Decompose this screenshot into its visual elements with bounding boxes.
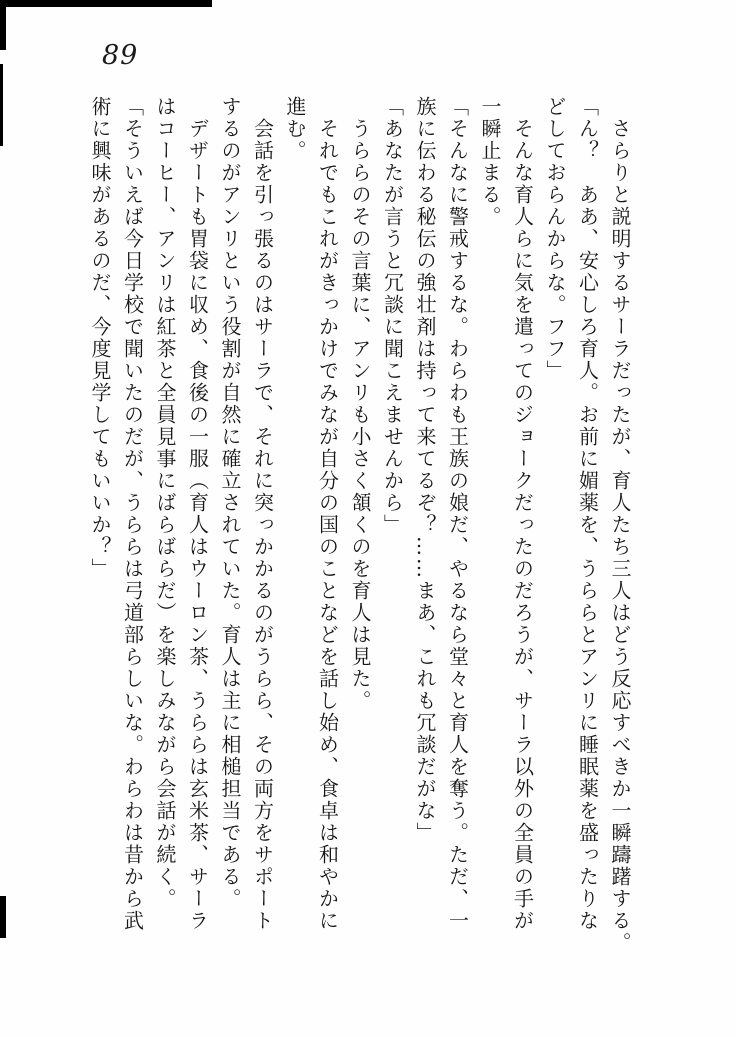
text-block	[84, 96, 637, 954]
text-line: どしておらんからな。フフ」	[543, 96, 567, 382]
text-line: デザートも胃袋に収め、食後の一服（育人はウーロン茶、うららは玄米茶、サーラ	[185, 96, 210, 932]
text-line: 「そういえば今日学校で聞いたのだが、うららは弓道部らしいな。わらわは昔から武	[120, 96, 145, 932]
text-line: 一瞬止まる。	[478, 96, 502, 228]
text-line: 「そんなに警戒するな。わらわも王族の娘だ、やるなら堂々と育人を奪う。ただ、一	[445, 96, 470, 932]
text-line: 族に伝わる秘伝の強壮剤は持って来てるぞ？……まあ、これも冗談だがな」	[413, 96, 437, 844]
text-line: はコーヒー、アンリは紅茶と全員見事にばらばらだ）を楽しみながら会話が続く。	[153, 96, 177, 910]
text-line: 「ん？ ああ、安心しろ育人。お前に媚薬を、うららとアンリに睡眠薬を盛ったりな	[575, 96, 600, 932]
text-line: 「あなたが言うと冗談に聞こえませんから」	[380, 96, 405, 536]
text-line: 会話を引っ張るのはサーラで、それに突っかかるのがうらら、その両方をサポート	[250, 96, 275, 932]
text-line: 進む。	[283, 96, 307, 162]
text-line: 術に興味があるのだ、今度見学してもいいか？」	[88, 96, 112, 580]
scan-artifact-left-upper	[0, 0, 6, 50]
scan-artifact-top	[0, 0, 212, 7]
text-line: そんな育人らに気を遣ってのジョークだったのだろうが、サーラ以外の全員の手が	[510, 96, 535, 932]
text-line: するのがアンリという役割が自然に確立されていた。育人は主に相槌担当である。	[218, 96, 242, 910]
text-line: さらりと説明するサーラだったが、育人たち三人はどう反応すべきか一瞬躊躇する。	[608, 96, 632, 954]
scan-artifact-left-middle	[0, 64, 3, 146]
text-line: うららのその言葉に、アンリも小さく頷くのを育人は見た。	[348, 96, 372, 712]
scan-artifact-left-lower	[0, 896, 6, 938]
page-number: 89	[102, 40, 139, 71]
text-line: それでもこれがきっかけでみなが自分の国のことなどを話し始め、食卓は和やかに	[315, 96, 340, 932]
